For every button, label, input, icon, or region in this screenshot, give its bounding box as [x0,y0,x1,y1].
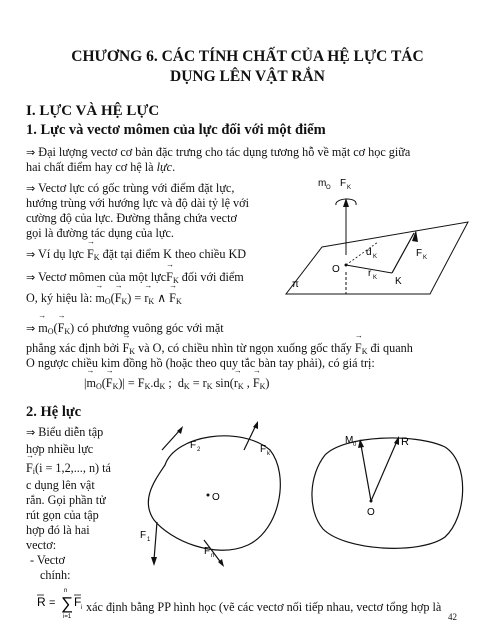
svg-text:0: 0 [353,442,357,448]
svg-text:O: O [212,492,220,503]
subsection-heading-1: 1. Lực và vectơ mômen của lực đối với một điểm [26,122,326,138]
svg-text:K: K [347,185,352,191]
system-line8: vectơ: [26,538,57,552]
svg-text:π: π [292,279,299,290]
chapter-title-line1: CHƯƠNG 6. CÁC TÍNH CHẤT CỦA HỆ LỰC TÁC [71,48,424,65]
chapter-title-line2: DỤNG LÊN VẬT RẮN [170,68,325,85]
paragraph-2-line4: gọi là đường tác dụng của lực. [26,226,174,240]
subsection-heading-2: 2. Hệ lực [26,404,82,420]
system-line7: hợp đó là hai [26,523,90,537]
implies-arrow: ⇒ [26,146,36,159]
svg-text:i: i [81,605,83,611]
paragraph-2-line3: cường độ của lực. Đường thẳng chứa vectơ [26,211,237,225]
implies-arrow: ⇒ [26,248,36,261]
svg-text:K: K [373,275,378,281]
svg-text:=: = [49,597,56,609]
system-line3: → $F_i(i = 1,2$,..., n) tá [26,461,111,479]
svg-text:F: F [190,440,197,451]
system-line4: c dụng lên vật [26,478,95,492]
paragraph-2-line2: hướng trùng với hướng lực và độ dài tỷ lệ với [26,196,249,210]
paragraph-1-line1: ⇒ Đại lượng vectơ cơ bản đặc trưng cho tác dụng tương hỗ về mặt cơ học giữa [26,145,411,159]
paragraph-3: ⇒ Ví dụ lực → $F_K$ đặt tại điểm K theo chiều KD [26,247,246,265]
paragraph-5-line3: O ngược chiều kim đồng hồ (hoặc theo quy tắc bàn tay phải), có giá trị: [26,356,375,370]
svg-text:K: K [395,276,402,287]
svg-text:O: O [326,185,331,191]
paragraph-4-line2: O, ký hiệu là: → $m_O(\to F_K)$ = → $r_K$ ∧ → $F_K$ [26,291,182,309]
svg-text:2: 2 [197,447,201,453]
moment-magnitude-formula: |→ $m_O(\to F_K)| = F_K.d_K$ ; $d_K = r_K$ $\sin(\to r_K$ , → $F_K$) [84,376,269,394]
paragraph-2-line1: ⇒ Vectơ lực có gốc trùng với điểm đặt lực, [26,181,235,195]
svg-text:F: F [140,530,147,541]
svg-text:d: d [366,247,372,258]
moment-of-force-figure [282,170,482,300]
svg-text:1: 1 [147,537,151,543]
paragraph-1-line2: hai chất điểm hay cơ hệ là lực. [26,160,176,174]
svg-text:F: F [260,444,267,455]
system-line1: ⇒ Biểu diễn tập [26,425,104,439]
implies-arrow: ⇒ [26,182,36,195]
svg-text:R: R [37,595,46,609]
svg-text:R: R [401,436,409,448]
svg-text:∑: ∑ [61,594,74,613]
force-system-figure [140,420,290,570]
svg-text:n: n [64,588,68,594]
svg-text:r: r [368,268,372,279]
svg-text:i=1: i=1 [63,614,72,620]
system-line5: rắn. Gọi phần tử [26,493,106,507]
page-number: 42 [448,612,457,622]
svg-text:O: O [367,507,375,518]
svg-text:F: F [204,546,211,557]
svg-text:O: O [332,264,340,275]
implies-arrow: ⇒ [26,322,36,335]
svg-text:F: F [74,595,82,609]
svg-text:m: m [318,178,327,189]
paragraph-4-line1: ⇒ Vectơ mômen của một lực→ $F_K$ đối với điểm [26,270,244,288]
system-line6: rút gọn của tập [26,508,99,522]
svg-text:n: n [211,553,215,559]
svg-text:K: K [373,254,378,260]
svg-text:M: M [345,435,354,446]
implies-arrow: ⇒ [26,271,36,284]
system-line9: - Vectơ [30,553,65,567]
implies-arrow: ⇒ [26,426,36,439]
system-line2: hợp nhiều lực [26,442,94,456]
paragraph-5-line2: phẳng xác định bởi → $F_K$ và O, có chiều nhìn từ ngọn xuống gốc thấy → $F_K$ đi quanh [26,341,413,359]
svg-text:K: K [423,255,428,261]
section-heading: I. LỰC VÀ HỆ LỰC [26,103,160,119]
resultant-figure [305,425,475,555]
svg-text:F: F [340,178,347,189]
svg-text:F: F [416,248,423,259]
moment-formula: → $m_O(\to F_K)$ = → $r_K$ ∧ → $F_K$ [95,291,181,305]
system-line10: chính: [40,568,71,582]
svg-text:k: k [267,451,270,457]
paragraph-5-line1: ⇒ → $m_O(\to F_K)$ có phương vuông góc với mặt [26,321,224,339]
term-luc: lực [156,160,173,174]
resultant-sum-formula [36,584,86,620]
last-line: xác định bằng PP hình học (vẽ các vectơ nối tiếp nhau, vectơ tổng hợp là [86,600,442,614]
